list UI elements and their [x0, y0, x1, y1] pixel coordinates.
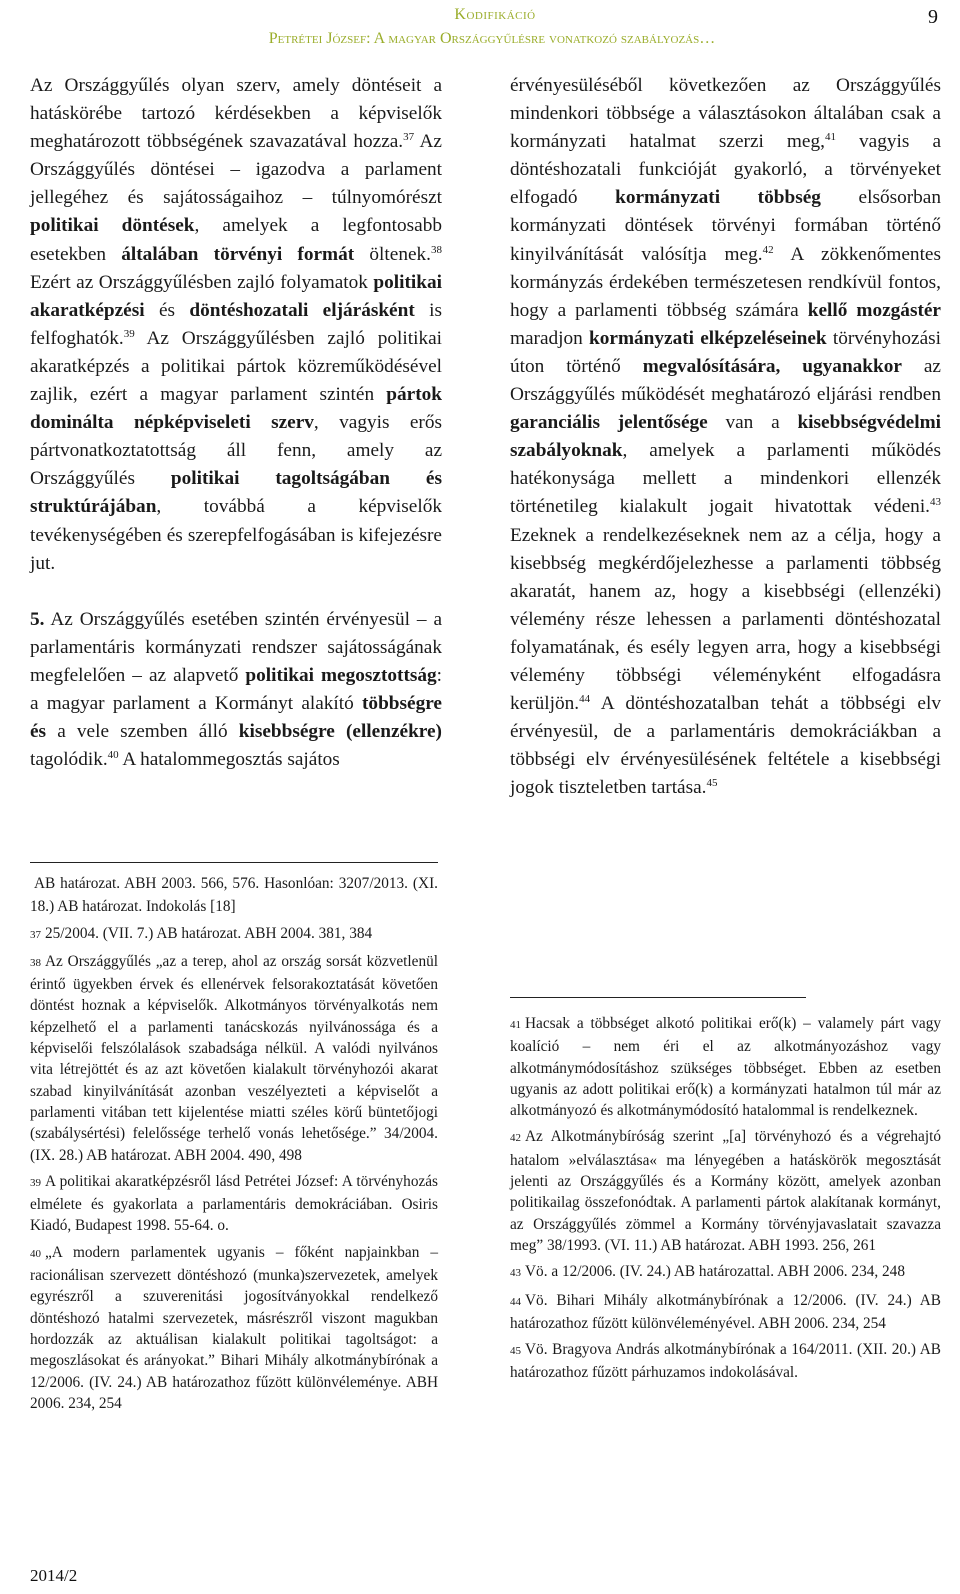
emphasis: kisebbségre (ellenzékre): [238, 721, 442, 743]
footnote: [510, 1013, 941, 1121]
footnote-ref[interactable]: 42: [762, 243, 774, 256]
footnote-text: „A modern parlamentek ugyanis – főként napjainkban – racionálisan szervezett döntéshozó (munka)szervezetek, amelyek egyrészről a szuverenitási jogosítványokkal rendelkező döntéshozó hatalmi szervezetek, másrészről viszont magukban hordozzák az aktuálisan kialakult politikai tagoltságot: a megoszlásokat és arányokat.” Bihari Mihály alkotmánybírónak a 12/2006. (IV. 24.) AB határozathoz fűzött különvéleménye. ABH 2006. 234, 254: [30, 1243, 438, 1412]
footnote-ref[interactable]: 45: [706, 777, 718, 790]
footnote-ref[interactable]: 37: [403, 131, 415, 144]
emphasis: kormányzati elképzeléseinek: [589, 327, 827, 349]
footnote-number: 40: [30, 1247, 41, 1260]
footnote-text: Vö. Bragyova András alkotmánybírónak a 164/2011. (XII. 20.) AB határozathoz fűzött párhuzamos indokolásával.: [510, 1341, 941, 1382]
footnotes-right: [510, 1013, 941, 1389]
footnote-ref[interactable]: 43: [930, 496, 941, 509]
emphasis: döntéshozatali eljárásként: [189, 299, 415, 321]
emphasis: politikai tagoltságában és struktúrájában: [30, 468, 442, 518]
footnote-number: 39: [30, 1176, 41, 1189]
footnote-text: AB határozat. ABH 2003. 566, 576. Hasonlóan: 3207/2013. (XI. 18.) AB határozat. Indokolás [18]: [30, 875, 438, 916]
footnotes-left: [30, 873, 438, 1419]
emphasis: politikai döntések: [30, 215, 195, 237]
footnote-text: A politikai akaratképzésről lásd Petrétei József: A törvényhozás elmélete és gyakorlata a parlamentáris demokráciában. Osiris Kiadó, Budapest 1998. 55-64. o.: [30, 1172, 438, 1235]
footnote-text: Vö. a 12/2006. (IV. 24.) AB határozattal. ABH 2006. 234, 248: [525, 1263, 905, 1281]
footnote: [30, 873, 438, 918]
running-title: Petrétei József: A magyar Országgyűlésre vonatkozó szabályozás…: [268, 30, 716, 47]
emphasis: politikai megosztottság: [245, 664, 437, 686]
footnote-number: 43: [510, 1267, 521, 1280]
footnote-ref[interactable]: 39: [123, 327, 135, 340]
footnote-number: 41: [510, 1019, 521, 1031]
emphasis: általában törvényi formát: [121, 243, 355, 265]
footnote-divider: [510, 997, 806, 998]
footnote: [30, 951, 438, 1166]
emphasis: kisebbségvédelmi szabályoknak: [510, 412, 941, 462]
paragraph: 5. Az Országgyűlés esetében szintén érvényesül – a parlamentáris kormányzati rendszer sajátosságának megfelelően – az alapvető politikai megosztottság: a magyar parlament a Kormányt alakító többségre és a vele szemben álló kisebbségre (ellenzékre) tagolódik.$^{40}$ A hatalommegosztás sajátos: [30, 608, 443, 771]
footnote-text: Az Országgyűlés „az a terep, ahol az ország sorsát közvetlenül érintő ügyekben érvek és ellenérvek felsorakoztatását követően döntést hoznak a képviselők. Alkotmányos törvényalkotás nem képzelhető el a parlamenti tanácskozás nyilvánossága és a képviselői felszólalások szabadsága nélkül. A valódi nyilvános vita létrejöttét és az azt követően kialakult törvényhozói akarat szabad kinyilvánítását azonban veszélyezteti a képviselőt a parlamenti vitában tett kijelentése miatti széles körű büntetőjogi (szabálysértési) felelőssége terhelő vonás lehetősége.” 34/2004. (IX. 28.) AB határozat. ABH 2004. 490, 498: [30, 952, 438, 1164]
footnote: [30, 1242, 438, 1414]
emphasis: kellő mozgástér: [807, 299, 941, 321]
footnote-number: 45: [510, 1345, 521, 1358]
emphasis: megvalósítására, ugyanakkor: [642, 355, 902, 377]
footnote-text: Az Alkotmánybíróság szerint „[a] törvényhozó és a végrehajtó hatalom »elválasztása« ma lényegében a hatáskörök megosztását jelenti az Országgyűlés és a Kormány között, amelyek azonban politikailag összefonódtak. A parlamenti pártok alakítanak kormányt, az Országgyűlés zömmel a Kormány törvényjavaslatait szavazza meg” 38/1993. (VI. 11.) AB határozat. ABH 1993. 256, 261: [510, 1128, 941, 1254]
footnote-ref[interactable]: 44: [579, 693, 591, 706]
footnote: [30, 923, 438, 946]
footnote-ref[interactable]: 38: [430, 243, 442, 256]
footnote-number: 44: [510, 1295, 521, 1308]
emphasis: politikai akaratképzési: [30, 271, 442, 321]
footnote-text: 25/2004. (VII. 7.) AB határozat. ABH 2004. 381, 384: [45, 924, 373, 942]
footnote-number: 38: [30, 956, 41, 969]
footnote-ref[interactable]: 40: [107, 749, 119, 762]
emphasis: kormányzati többség: [615, 187, 821, 209]
issue-label: 2014/2: [30, 1566, 78, 1585]
footnote: [510, 1126, 941, 1256]
footnote-text: Hacsak a többséget alkotó politikai erő(k) – valamely párt vagy koalíció – nem éri el az alkotmányozáshoz vagy alkotmánymódosításhoz szükséges többséget. Ebben az esetben ugyanis az adott politikai erő(k) a kormányzati hatalmon túl már az alkotmányozó és alkotmánymódosító hatalommal is rendelkeznek.: [510, 1015, 941, 1120]
footnote: [510, 1339, 941, 1384]
emphasis: pártok dominálta népképviseleti szerv: [30, 384, 442, 434]
footnote-ref[interactable]: 41: [824, 131, 836, 144]
paragraph: Az Országgyűlés olyan szerv, amely döntéseit a hatáskörébe tartozó kérdésekben a képviselők meghatározott többségének szavazatával hozza.$^{37}$ Az Országgyűlés döntései – igazodva a parlament jellegéhez és sajátosságaihoz – túlnyomórészt politikai döntések, amelyek a legfontosabb esetekben általában törvényi formát öltenek.$^{38}$ Ezért az Országgyűlésben zajló folyamatok politikai akaratképzési és döntéshozatali eljárásként is felfoghatók.$^{39}$ Az Országgyűlésben zajló politikai akaratképzés a politikai pártok közreműködésével zajlik, ezért a magyar parlament szintén pártok dominálta népképviseleti szerv, vagyis erős pártvonatkoztatottság áll fenn, amely az Országgyűlés politikai tagoltságában és struktúrájában, továbbá a képviselők tevékenységében és szerepfelfogásában is kifejezésre jut.: [30, 75, 442, 574]
footnote-divider: [30, 862, 438, 863]
emphasis: többségre és: [30, 692, 442, 743]
footnote-number: 42: [510, 1132, 521, 1145]
footnote-number: 37: [30, 928, 41, 941]
page-number: 9: [928, 6, 938, 28]
footnote: [510, 1261, 941, 1284]
right-column: [510, 72, 941, 802]
footnote: [510, 1290, 941, 1335]
paragraph: érvényesüléséből következően az Országgyűlés mindenkori többsége a választásokon általában csak a kormányzati hatalmat szerzi meg,$^{41}$ vagyis a döntéshozatali funkcióját gyakorló, a törvényeket elfogadó kormányzati többség elsősorban kormányzati döntések törvényi formában történő kinyilvánítását valósítja meg.$^{42}$ A zökkenőmentes kormányzás érdekében természetesen rendkívül fontos, hogy a parlamenti többség számára kellő mozgástér maradjon kormányzati elképzeléseinek törvényhozási úton történő megvalósítására, ugyanakkor az Országgyűlés működését meghatározó eljárási rendben garanciális jelentősége van a kisebbségvédelmi szabályoknak, amelyek a parlamenti működés hatékonysága mellett a mindenkori ellenzék történetileg kialakult jogait hivatottak védeni.$^{43}$ Ezeknek a rendelkezéseknek nem az a célja, hogy a kisebbség megkérdőjelezhesse a parlamenti többség akaratát, hanem az, hogy a kisebbségi (ellenzéki) vélemény része lehessen a parlamenti döntéshozatal folyamatának, és esély legyen arra, hogy a kisebbségi vélemény többségi véleményként elfogadásra kerüljön.$^{44}$ A döntéshozatalban tehát a többségi elv érvényesül, de a parlamentáris demokráciákban a többségi elv érvényesülésének feltétele a kisebbségi jogok tiszteletben tartása.$^{45}$: [510, 75, 941, 799]
section-number: 5.: [30, 608, 45, 630]
emphasis: garanciális jelentősége: [510, 412, 708, 434]
footnote: [30, 1171, 438, 1237]
left-column: [30, 72, 442, 774]
journal-title: Kodifikáció: [454, 6, 536, 23]
footnote-text: Vö. Bihari Mihály alkotmánybírónak a 12/2006. (IV. 24.) AB határozathoz fűzött különvéleményével. ABH 2006. 234, 254: [510, 1291, 941, 1332]
